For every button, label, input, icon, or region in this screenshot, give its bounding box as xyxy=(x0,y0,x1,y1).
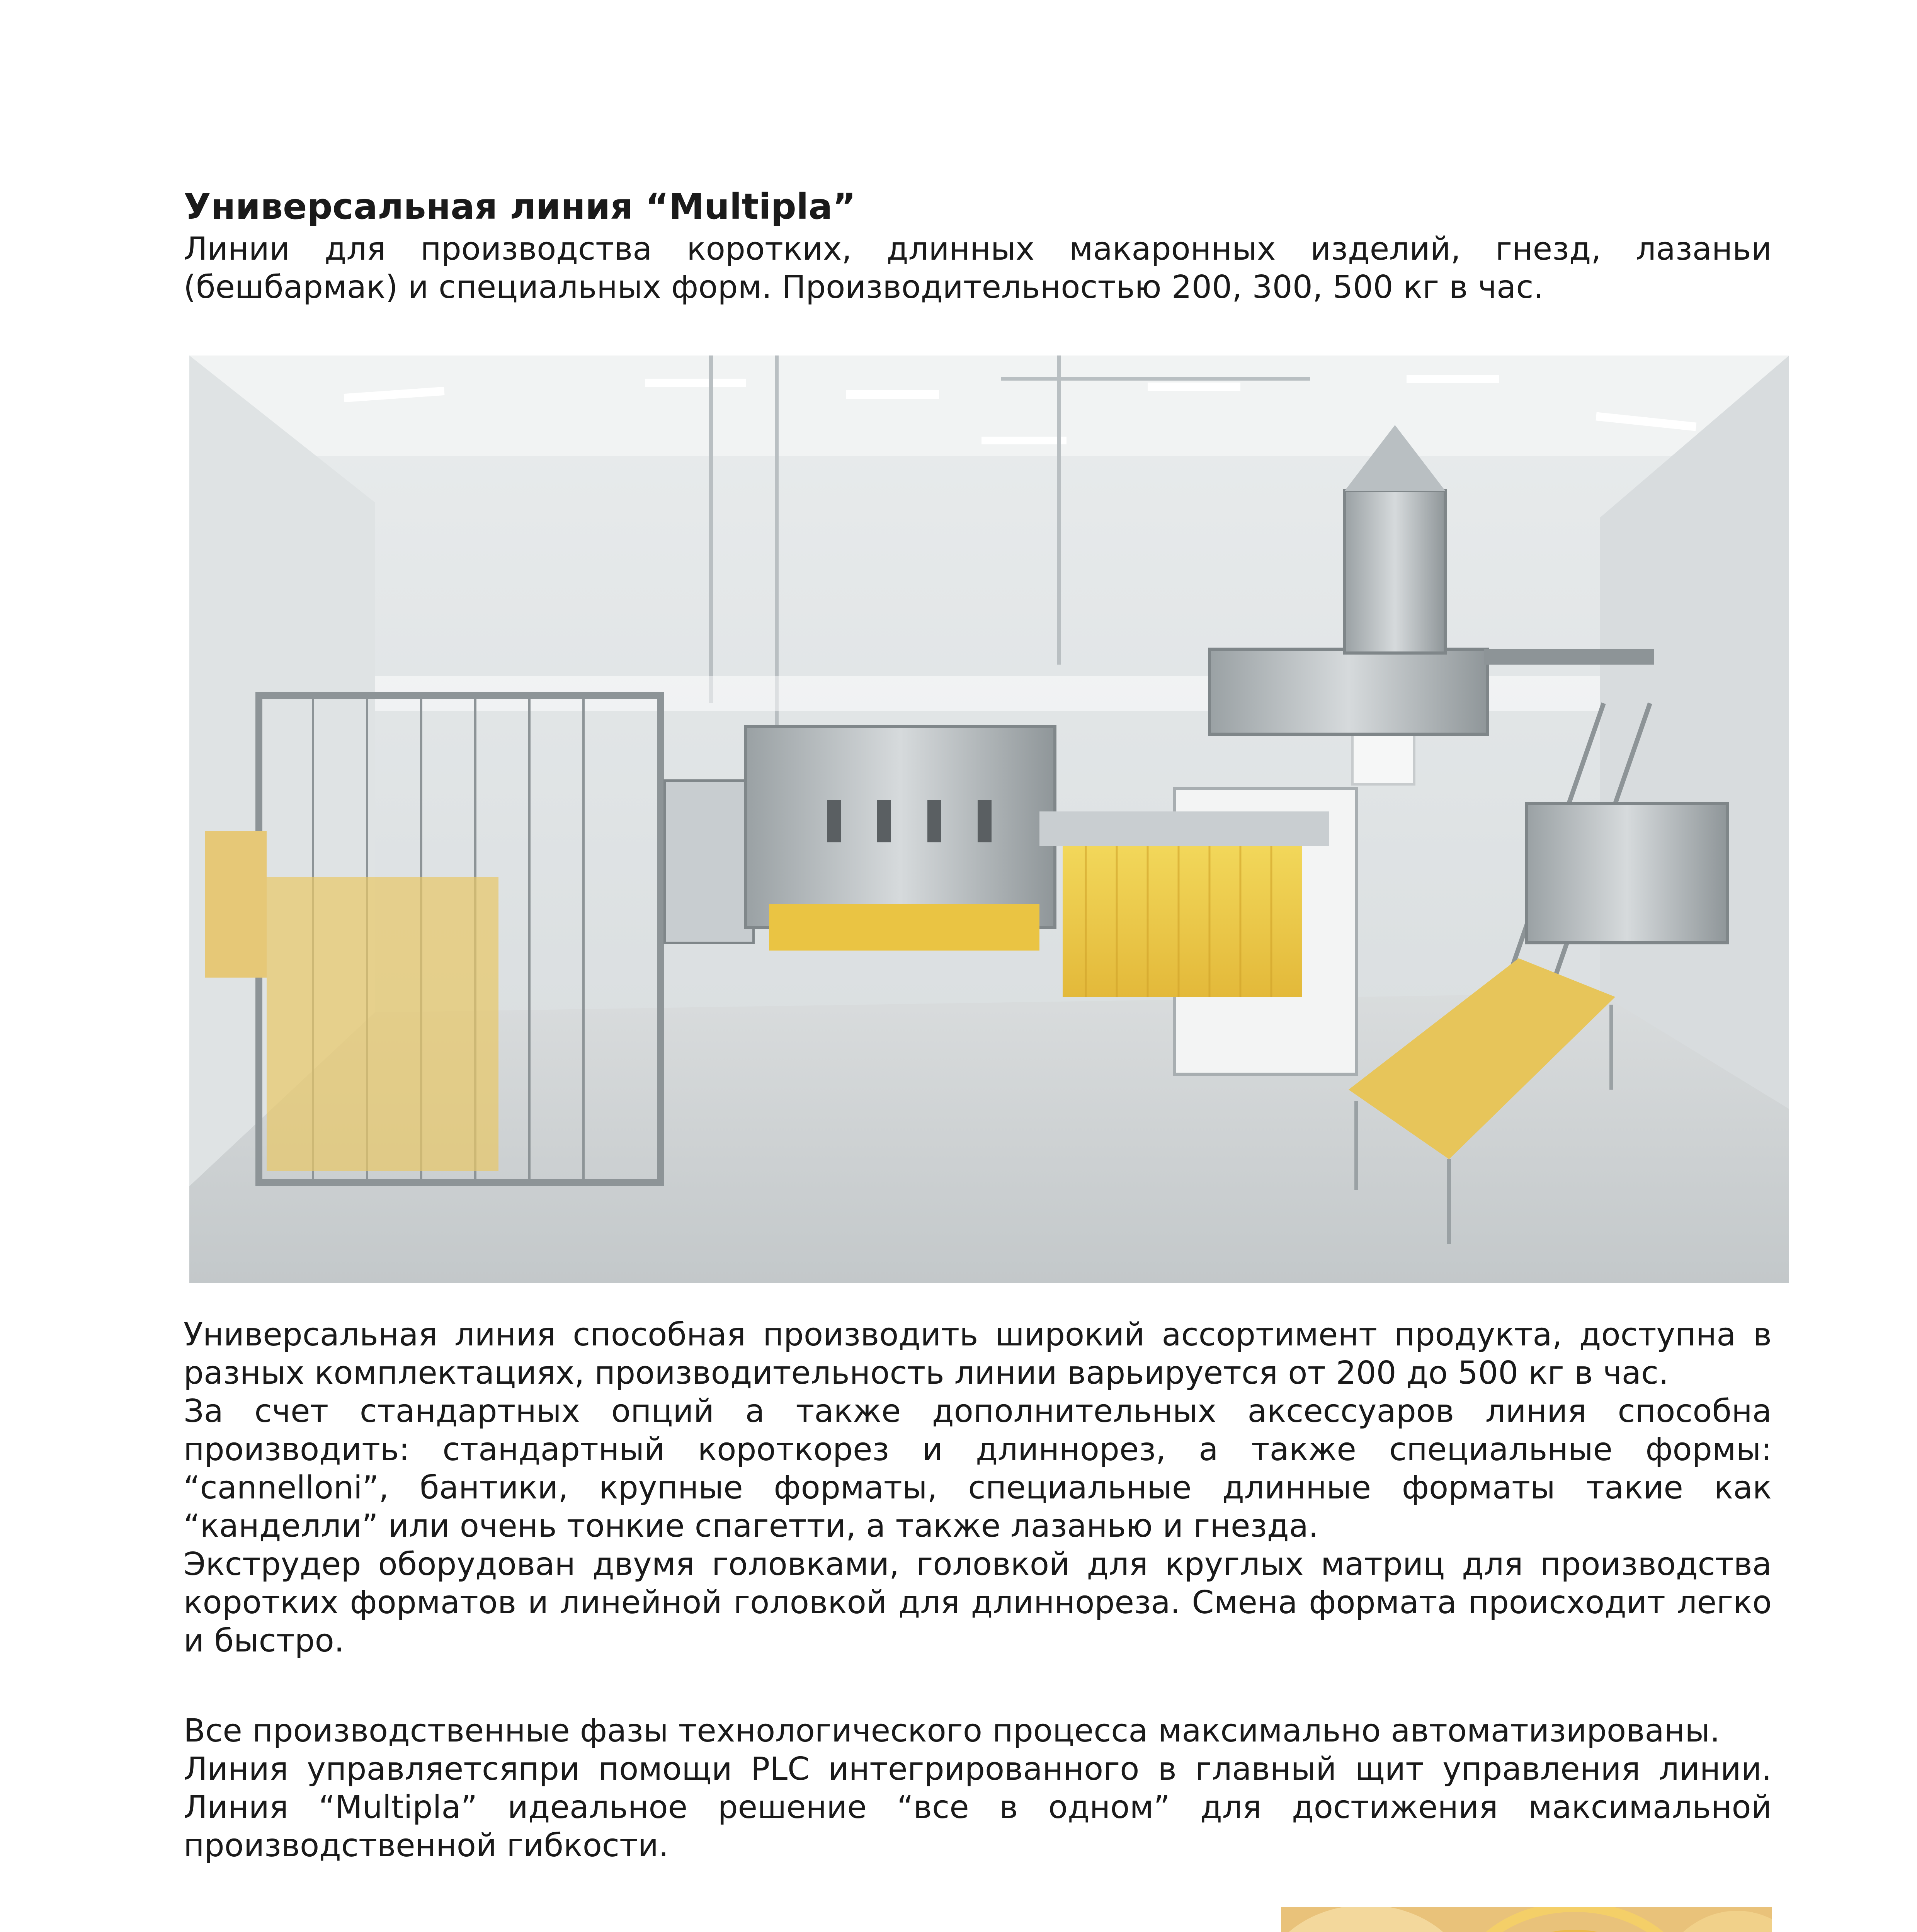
pasta-nests-photo xyxy=(1281,1907,1772,1932)
line-description xyxy=(184,1316,1772,1660)
capacity-paragraph: Универсальная линия способная производить широкий ассортимент продукта, доступна в разных комплектациях, производительность линии варьируется от 200 до 500 кг в час. xyxy=(184,1316,1772,1391)
production-line-photo xyxy=(189,355,1789,1283)
section1-intro: Линии для производства коротких, длинных макаронных изделий, гнезд, лазаньи (бешбармак) и специальных форм. Производительностью 200, 300, 500 кг в час. xyxy=(184,231,1772,306)
automation-description xyxy=(184,1712,1772,1865)
extruder-paragraph: Экструдер оборудован двумя головками, головкой для круглых матриц для производства коротких форматов и линейной головкой для длиннореза. Смена формата происходит легко и быстро. xyxy=(184,1546,1772,1659)
options-paragraph: За счет стандартных опций а также дополнительных аксессуаров линия способна производить: стандартный короткорез и длиннорез, а также специальные формы: “cannelloni”, бантики, крупные форматы, специальные длинные форматы такие как “канделли” или очень тонкие спагетти, а также лазанью и гнезда. xyxy=(184,1393,1772,1544)
section1-title: Универсальная линия “Multipla” xyxy=(184,186,856,227)
automation-paragraph: Все производственные фазы технологического процесса максимально автоматизированы. xyxy=(184,1713,1720,1749)
plc-paragraph: Линия управляетсяпри помощи PLC интегрированного в главный щит управления линии. Линия “Multipla” идеальное решение “все в одном” для достижения максимальной производственной гибкости. xyxy=(184,1751,1772,1864)
